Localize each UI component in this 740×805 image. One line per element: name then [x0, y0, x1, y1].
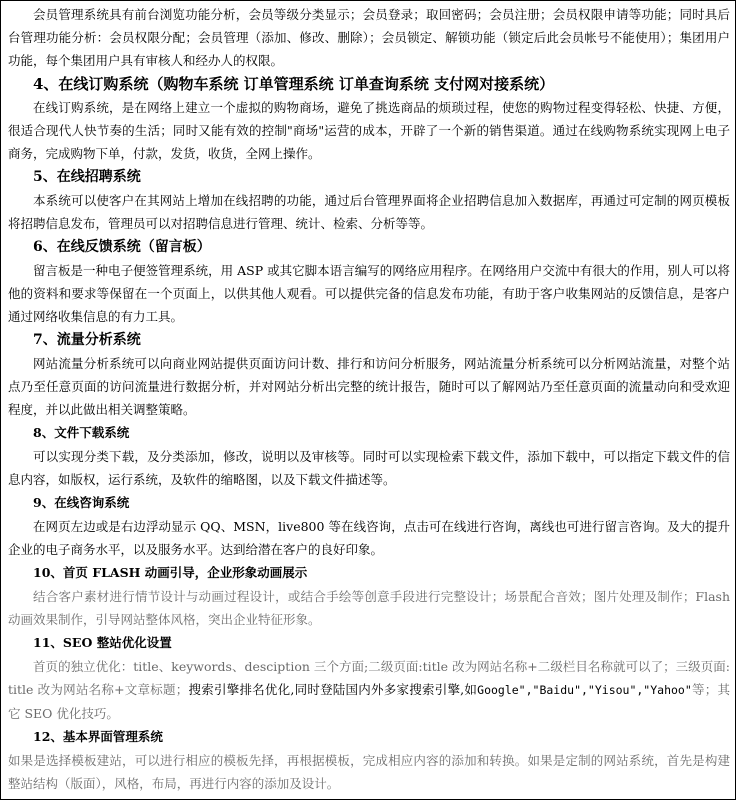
document-page: [8, 3, 730, 795]
section-6-title: 6、在线反馈系统（留言板）: [33, 239, 211, 255]
section-4-body: 在线订购系统，是在网络上建立一个虚拟的购物商场，避免了挑选商品的烦琐过程，使您的购物过程变得轻松、快捷、方便，很适合现代人快节奏的生活；同时又能有效的控制"商场"运营的成本，开辟了一个新的销售渠道。通过在线购物系统实现网上电子商务，完成购物下单，付款，发货，收货，全网上操作。: [8, 100, 730, 161]
section-10-body: 结合客户素材进行情节设计与动画过程设计，或结合手绘等创意手段进行完整设计；场景配合音效；图片处理及制作；Flash 动画效果制作，引导网站整体风格，突出企业特征形象。: [8, 589, 730, 627]
seo-page-optimization-text: 首页的独立优化：title、keywords、desciption 三个方面;二级页面:title 改为网站名称+二级栏目名称就可以了；三级页面:title 改为网站名称+文章标题；: [8, 659, 730, 697]
section-8-title: 8、文件下载系统: [33, 425, 130, 440]
section-5-body: 本系统可以使客户在其网站上增加在线招聘的功能，通过后台管理界面将企业招聘信息加入数据库，再通过可定制的网页模板将招聘信息发布，管理员可以对招聘信息进行管理、统计、检索、分析等等。: [8, 193, 730, 231]
section-11-title: 11、SEO 整站优化设置: [33, 635, 172, 650]
section-12-body: 如果是选择模板建站，可以进行相应的模板先择，再根据模板，完成相应内容的添加和转换。如果是定制的网站系统，首先是构建整站结构（版面），风格，布局，再进行内容的添加及设计。: [8, 753, 730, 791]
intro-paragraph: 会员管理系统具有前台浏览功能分析，会员等级分类显示；会员登录；取回密码；会员注册；会员权限申请等功能；同时具后台管理功能分析：会员权限分配；会员管理（添加、修改、删除）；会员锁定、解锁功能（锁定后此会员帐号不能使用）；集团用户功能，每个集团用户具有审核人和经办人的权限。: [8, 7, 730, 68]
seo-engine-ranking-text: 搜索引擎排名优化,同时登陆国内外多家搜索引擎,如: [188, 682, 478, 697]
section-9-title: 9、在线咨询系统: [33, 495, 130, 510]
section-12-title: 12、基本界面管理系统: [33, 729, 163, 744]
section-8-body: 可以实现分类下载，及分类添加，修改，说明以及审核等。同时可以实现检索下载文件，添加下载中，可以指定下载文件的信息内容，如版权，运行系统，及软件的缩略图，以及下载文件描述等。: [8, 449, 730, 487]
section-10-title: 10、首页 FLASH 动画引导，企业形象动画展示: [33, 565, 308, 580]
section-9-body: 在网页左边或是右边浮动显示 QQ、MSN，live800 等在线咨询，点击可在线进行咨询，离线也可进行留言咨询。及大的提升企业的电子商务水平，以及服务水平。达到给潜在客户的良好印象。: [8, 519, 730, 557]
section-6-body: 留言板是一种电子便签管理系统，用 ASP 或其它脚本语言编写的网络应用程序。在网络用户交流中有很大的作用，别人可以将他的资料和要求等保留在一个页面上，以供其他人观看。可以提供完备的信息发布功能，有助于客户收集网站的反馈信息，是客户通过网络收集信息的有力工具。: [8, 263, 730, 324]
section-7-body: 网站流量分析系统可以向商业网站提供页面访问计数、排行和访问分析服务，网站流量分析系统可以分析网站流量，对整个站点乃至任意页面的访问流量进行数据分析，并对网站分析出完整的统计报告，随时可以了解网站乃至任意页面的流量动向和受欢迎程度，并以此做出相关调整策略。: [8, 356, 730, 417]
section-11-body: [8, 655, 730, 725]
search-engine-list: Google","Baidu","Yisou","Yahoo": [477, 683, 692, 697]
seo-tail-text: 等；其它 SEO 优化技巧。: [8, 682, 730, 721]
section-5-title: 5、在线招聘系统: [33, 169, 141, 185]
section-4-title: 4、在线订购系统（购物车系统 订单管理系统 订单查询系统 支付网对接系统）: [33, 75, 555, 93]
section-7-title: 7、流量分析系统: [33, 332, 141, 348]
